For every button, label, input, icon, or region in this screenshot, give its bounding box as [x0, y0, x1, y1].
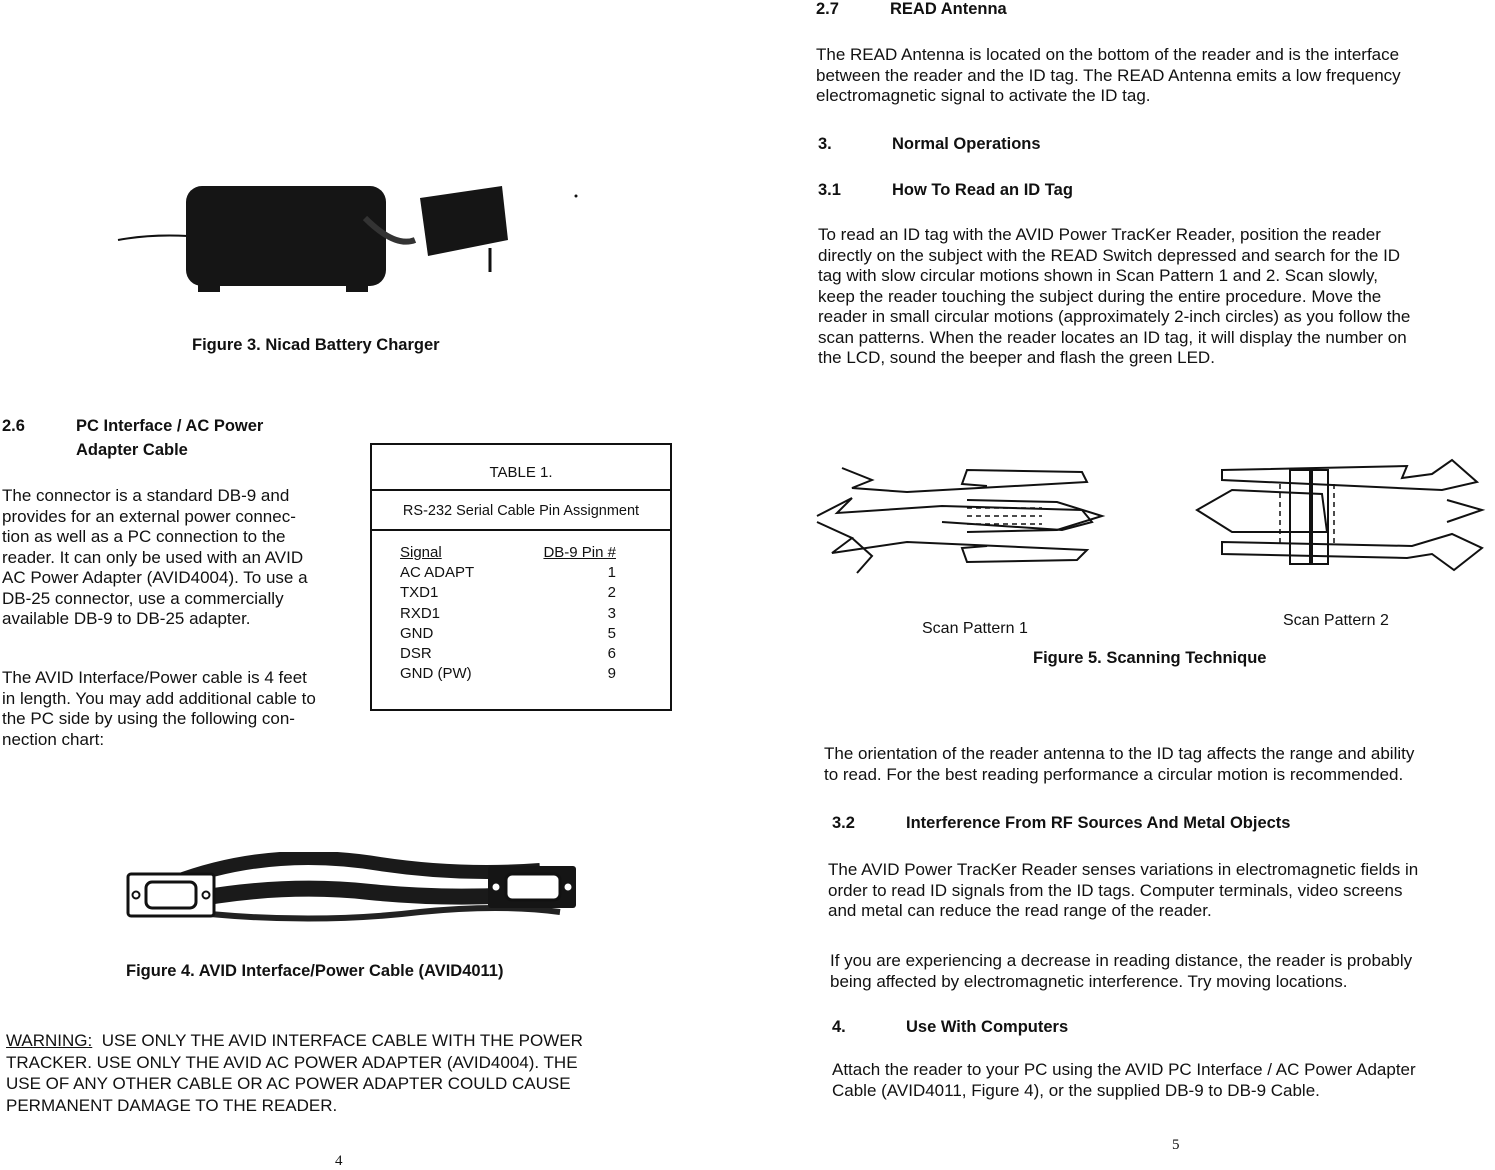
- page-number-left: 4: [335, 1153, 343, 1169]
- scan-pattern-2-label: Scan Pattern 2: [1283, 612, 1389, 629]
- text-line: tion as well as a PC connection to the: [2, 527, 286, 546]
- text-line: The AVID Interface/Power cable is 4 feet: [2, 668, 307, 687]
- text-line: The AVID Power TracKer Reader senses variations in electromagnetic fields in: [828, 860, 1419, 879]
- section-3-1-heading: [818, 181, 1073, 200]
- section-2-7-heading: [816, 0, 1007, 19]
- warning-label: WARNING:: [6, 1031, 93, 1050]
- text-line: being affected by electromagnetic interference. Try moving locations.: [830, 971, 1348, 991]
- text-line: To read an ID tag with the AVID Power TracKer Reader, position the reader: [818, 225, 1381, 244]
- figure-4-caption: Figure 4. AVID Interface/Power Cable (AVID4011): [126, 962, 504, 980]
- text-line: in length. You may add additional cable to: [2, 688, 316, 708]
- battery-charger-figure: [110, 178, 590, 298]
- pin-cell: 9: [607, 665, 616, 683]
- col-signal-header: Signal: [400, 544, 442, 561]
- pin-cell: 5: [607, 624, 616, 642]
- pin-cell: 1: [607, 564, 616, 582]
- section-3-title: Normal Operations: [892, 135, 1041, 153]
- text-line: between the reader and the ID tag. The READ Antenna emits a low frequency: [816, 65, 1401, 85]
- section-2-6-heading: [2, 417, 263, 436]
- text-line: to read. For the best reading performance a circular motion is recommended.: [824, 764, 1404, 784]
- table-row: [400, 644, 616, 664]
- orientation-paragraph: [824, 744, 1414, 785]
- computers-paragraph: [832, 1060, 1416, 1101]
- section-3-number: 3.: [818, 135, 832, 153]
- table-row: [400, 604, 616, 624]
- signal-cell: TXD1: [400, 584, 439, 602]
- signal-cell: GND (PW): [400, 665, 472, 683]
- text-line: the PC side by using the following con-: [2, 709, 295, 728]
- read-antenna-paragraph: [816, 45, 1401, 107]
- text-line: DB-25 connector, use a commercially: [2, 588, 284, 608]
- signal-cell: DSR: [400, 645, 432, 663]
- table-title: TABLE 1.: [372, 445, 670, 491]
- table-row: [400, 563, 616, 583]
- text-line: and metal can reduce the read range of the reader.: [828, 901, 1212, 920]
- pin-cell: 3: [607, 604, 616, 622]
- scan-pattern-2-diagram: [1192, 450, 1492, 580]
- section-3-1-number: 3.1: [818, 181, 841, 199]
- text-line: scan patterns. When the reader locates an ID tag, it will display the number on: [818, 327, 1407, 347]
- section-3-2-number: 3.2: [832, 814, 855, 832]
- pin-assignment-table: [370, 443, 672, 711]
- warning-line: TRACKER. USE ONLY THE AVID AC POWER ADAPTER (AVID4004). THE: [6, 1052, 578, 1072]
- distance-paragraph: [830, 951, 1412, 992]
- text-line: provides for an external power connec-: [2, 506, 296, 526]
- text-line: The READ Antenna is located on the bottom of the reader and is the interface: [816, 45, 1400, 64]
- text-line: AC Power Adapter (AVID4004). To use a: [2, 568, 308, 587]
- table-header-row: [400, 543, 616, 563]
- table-row: [400, 664, 616, 684]
- text-line: order to read ID signals from the ID tags. Computer terminals, video screens: [828, 880, 1403, 900]
- text-line: electromagnetic signal to activate the ID tag.: [816, 86, 1151, 105]
- text-line: nection chart:: [2, 729, 105, 749]
- section-2-6-number: 2.6: [2, 417, 25, 435]
- interference-paragraph: [828, 860, 1418, 922]
- warning-line: USE OF ANY OTHER CABLE OR AC POWER ADAPTER COULD CAUSE: [6, 1074, 571, 1093]
- section-3-1-title: How To Read an ID Tag: [892, 181, 1073, 199]
- table-row: [400, 624, 616, 644]
- signal-cell: AC ADAPT: [400, 564, 475, 582]
- text-line: Attach the reader to your PC using the AVID PC Interface / AC Power Adapter: [832, 1060, 1416, 1079]
- scan-pattern-1-label: Scan Pattern 1: [922, 620, 1028, 637]
- text-line: reader. It can only be used with an AVID: [2, 547, 304, 567]
- text-line: available DB-9 to DB-25 adapter.: [2, 609, 251, 628]
- signal-cell: GND: [400, 624, 434, 642]
- section-4-title: Use With Computers: [906, 1018, 1069, 1036]
- interface-cable-figure: [120, 852, 590, 927]
- section-4-number: 4.: [832, 1018, 846, 1036]
- text-line: the LCD, sound the beeper and flash the green LED.: [818, 348, 1215, 367]
- how-to-read-paragraph: [818, 225, 1410, 369]
- text-line: The connector is a standard DB-9 and: [2, 486, 290, 505]
- text-line: directly on the subject with the READ Switch depressed and search for the ID: [818, 245, 1401, 265]
- text-line: reader in small circular motions (approximately 2-inch circles) as you follow the: [818, 307, 1411, 326]
- section-3-2-heading: [832, 814, 1290, 833]
- col-pin-header: DB-9 Pin #: [543, 544, 616, 561]
- scan-pattern-1-diagram: [812, 458, 1122, 583]
- text-line: Cable (AVID4011, Figure 4), or the supplied DB-9 to DB-9 Cable.: [832, 1080, 1320, 1100]
- section-3-heading: [818, 135, 1041, 154]
- figure-5-caption: Figure 5. Scanning Technique: [1033, 649, 1267, 667]
- section-2-7-number: 2.7: [816, 0, 839, 18]
- text-line: If you are experiencing a decrease in reading distance, the reader is probably: [830, 951, 1413, 970]
- page-number-right: 5: [1172, 1137, 1180, 1153]
- text-line: The orientation of the reader antenna to the ID tag affects the range and ability: [824, 744, 1415, 763]
- warning-line: PERMANENT DAMAGE TO THE READER.: [6, 1095, 338, 1115]
- warning-block: [6, 1030, 583, 1116]
- pin-cell: 6: [607, 645, 616, 663]
- table-row: [400, 583, 616, 603]
- connector-paragraph: [2, 486, 308, 630]
- cable-length-paragraph: [2, 668, 316, 750]
- section-2-6-title: PC Interface / AC Power: [76, 417, 264, 435]
- signal-cell: RXD1: [400, 604, 441, 622]
- pin-cell: 2: [607, 584, 616, 602]
- text-line: keep the reader touching the subject during the entire procedure. Move the: [818, 286, 1382, 306]
- warning-line: USE ONLY THE AVID INTERFACE CABLE WITH THE POWER: [101, 1031, 583, 1050]
- table-body: [372, 531, 670, 684]
- section-4-heading: [832, 1018, 1068, 1037]
- section-3-2-title: Interference From RF Sources And Metal Objects: [906, 814, 1291, 832]
- text-line: tag with slow circular motions shown in Scan Pattern 1 and 2. Scan slowly,: [818, 266, 1379, 285]
- section-2-6-title-cont: Adapter Cable: [76, 441, 188, 459]
- table-subtitle: RS-232 Serial Cable Pin Assignment: [372, 491, 670, 531]
- figure-3-caption: Figure 3. Nicad Battery Charger: [192, 336, 440, 354]
- section-2-7-title: READ Antenna: [890, 0, 1007, 18]
